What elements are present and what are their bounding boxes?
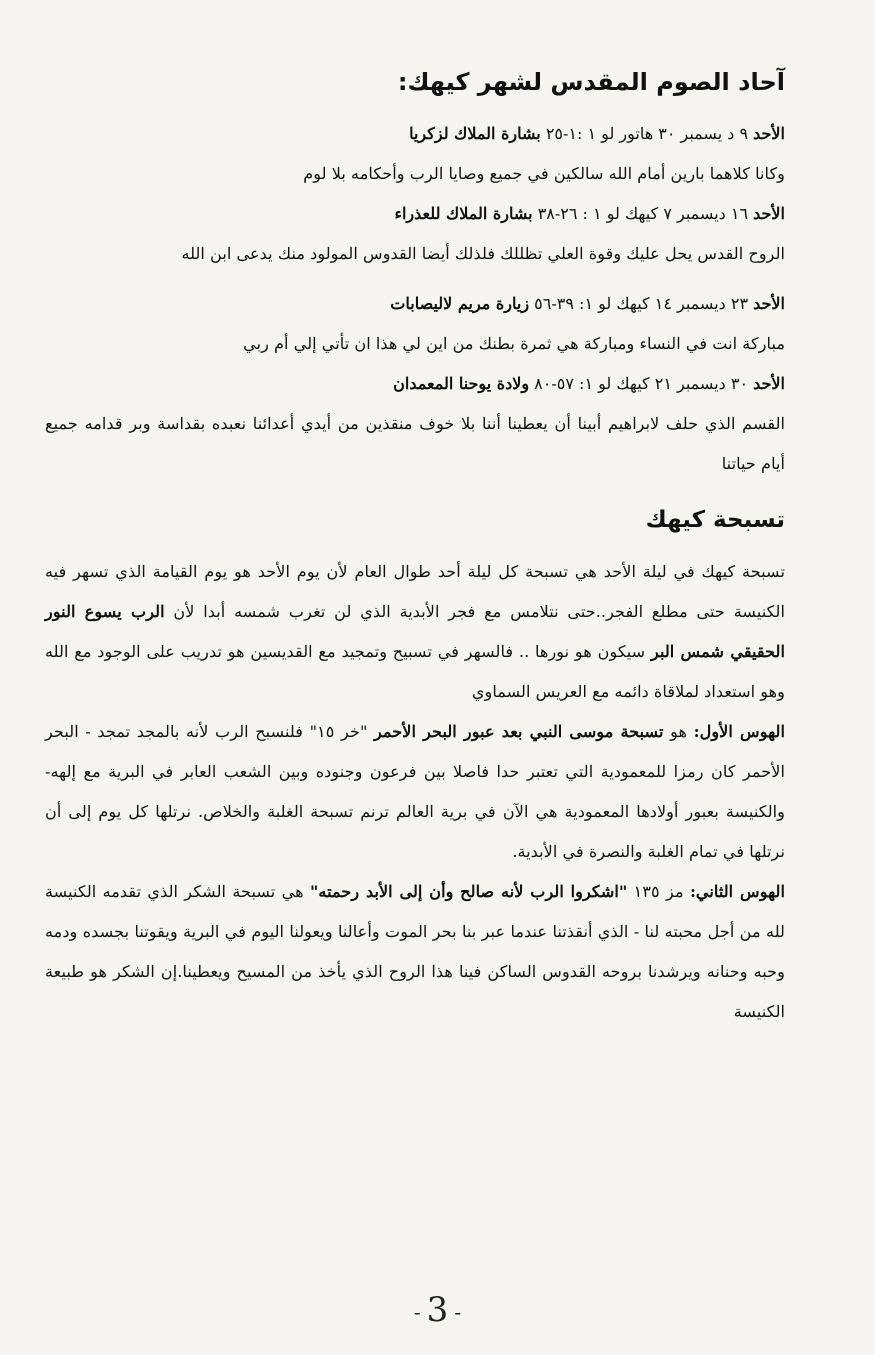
hos2-rest: هي تسبحة الشكر الذي تقدمه الكنيسة لله من أجل محبته لنا - الذي أنقذتنا عندما عبر بنا بحر الموت وأعالنا ويعولنا اليوم في البرية ويقوتنا بجسده ودمه وحبه وحنانه ويرشدنا بروحه القدوس الساكن فينا هذا الروح الذي يأخذ من المسيح ويعطينا.إن الشكر هو طبيعة الكنيسة: [45, 882, 785, 1021]
sunday-date: ٢٣ ديسمبر ١٤ كيهك لو ١: ٣٩-٥٦: [534, 294, 749, 313]
sunday-event: بشارة الملاك للعذراء: [394, 204, 533, 223]
sunday-heading: [45, 194, 785, 234]
sunday-day: الأحد: [753, 374, 785, 393]
spacer: [45, 274, 785, 284]
sunday-day: الأحد: [753, 124, 785, 143]
document-body: [45, 62, 785, 1032]
sunday-heading: [45, 114, 785, 154]
sunday-verse: الروح القدس يحل عليك وقوة العلي تظللك فلذلك أيضا القدوس المولود منك يدعى ابن الله: [181, 244, 785, 263]
sunday-date: ٣٠ ديسمبر ٢١ كيهك لو ١: ٥٧-٨٠: [534, 374, 749, 393]
intro-bold: الرب يسوع النور الحقيقي شمس البر: [45, 602, 785, 661]
hos2-bold: "اشكروا الرب لأنه صالح وأن إلى الأبد رحمته": [309, 882, 628, 901]
intro-text-1: تسبحة كيهك في ليلة الأحد هي تسبحة كل ليلة أحد طوال العام لأن يوم الأحد هو يوم القيامة الذي تسهر فيه الكنيسة حتى مطلع الفجر..حتى نتلامس مع فجر الأبدية الذي لن تغرب شمسه أبدا لأن: [45, 562, 785, 621]
sunday-verse: القسم الذي حلف لابراهيم أبينا أن يعطينا أننا بلا خوف منقذين من أيدي أعدائنا نعبده بقداسة وبر قدامه جميع أيام حياتنا: [45, 414, 785, 473]
sunday-verse: مباركة انت في النساء ومباركة هي ثمرة بطنك من اين لي هذا ان تأتي إلي أم ربي: [243, 334, 785, 353]
hos2-pre: مز ١٣٥: [627, 882, 690, 901]
intro-text-2: سيكون هو نورها .. فالسهر في تسبيح وتمجيد مع القديسين هو تدريب على الوجود مع الله وهو استعداد لملاقاة دائمه مع العريس السماوي: [45, 642, 785, 701]
hos1-bold: تسبحة موسى النبي بعد عبور البحر الأحمر: [374, 722, 664, 741]
sunday-heading: [45, 284, 785, 324]
hos1-paragraph: [45, 712, 785, 872]
page-number-dash: -: [413, 1300, 421, 1324]
page-number-value: 3: [426, 1290, 449, 1330]
page-number: [0, 1290, 875, 1332]
hos1-rest: "خر ١٥" فلنسبح الرب لأنه بالمجد تمجد - البحر الأحمر كان رمزا للمعمودية التي تعتبر حدا فاصلا بين فرعون وجنوده وبين الشعب العابر في البرية مع إلهه- والكنيسة بعبور أولادها المعمودية هي الآن في برية العالم ترنم تسبحة الغلبة والخلاص. نرتلها كل يوم إلى أن نرتلها في تمام الغلبة والنصرة في الأبدية.: [45, 722, 785, 861]
sunday-date: ٩ د يسمبر ٣٠ هاتور لو ١ :١-٢٥: [545, 124, 749, 143]
sunday-day: الأحد: [753, 294, 785, 313]
sunday-date: ١٦ ديسمبر ٧ كيهك لو ١ : ٢٦-٣٨: [537, 204, 749, 223]
sunday-heading: [45, 364, 785, 404]
hos1-label: الهوس الأول:: [693, 722, 785, 741]
page-title: آحاد الصوم المقدس لشهر كيهك:: [397, 68, 785, 96]
hos1-pre: هو: [663, 722, 694, 741]
sunday-day: الأحد: [753, 204, 785, 223]
intro-paragraph: [45, 552, 785, 712]
sunday-verse: وكانا كلاهما بارين أمام الله سالكين في جميع وصايا الرب وأحكامه بلا لوم: [303, 164, 785, 183]
page-number-dash: -: [454, 1300, 462, 1324]
sunday-event: بشارة الملاك لزكريا: [409, 124, 541, 143]
hos2-paragraph: [45, 872, 785, 1032]
sunday-event: ولادة يوحنا المعمدان: [393, 374, 530, 393]
section-title: تسبحة كيهك: [645, 507, 785, 533]
sunday-event: زيارة مريم لاليصابات: [390, 294, 530, 313]
hos2-label: الهوس الثاني:: [689, 882, 785, 901]
